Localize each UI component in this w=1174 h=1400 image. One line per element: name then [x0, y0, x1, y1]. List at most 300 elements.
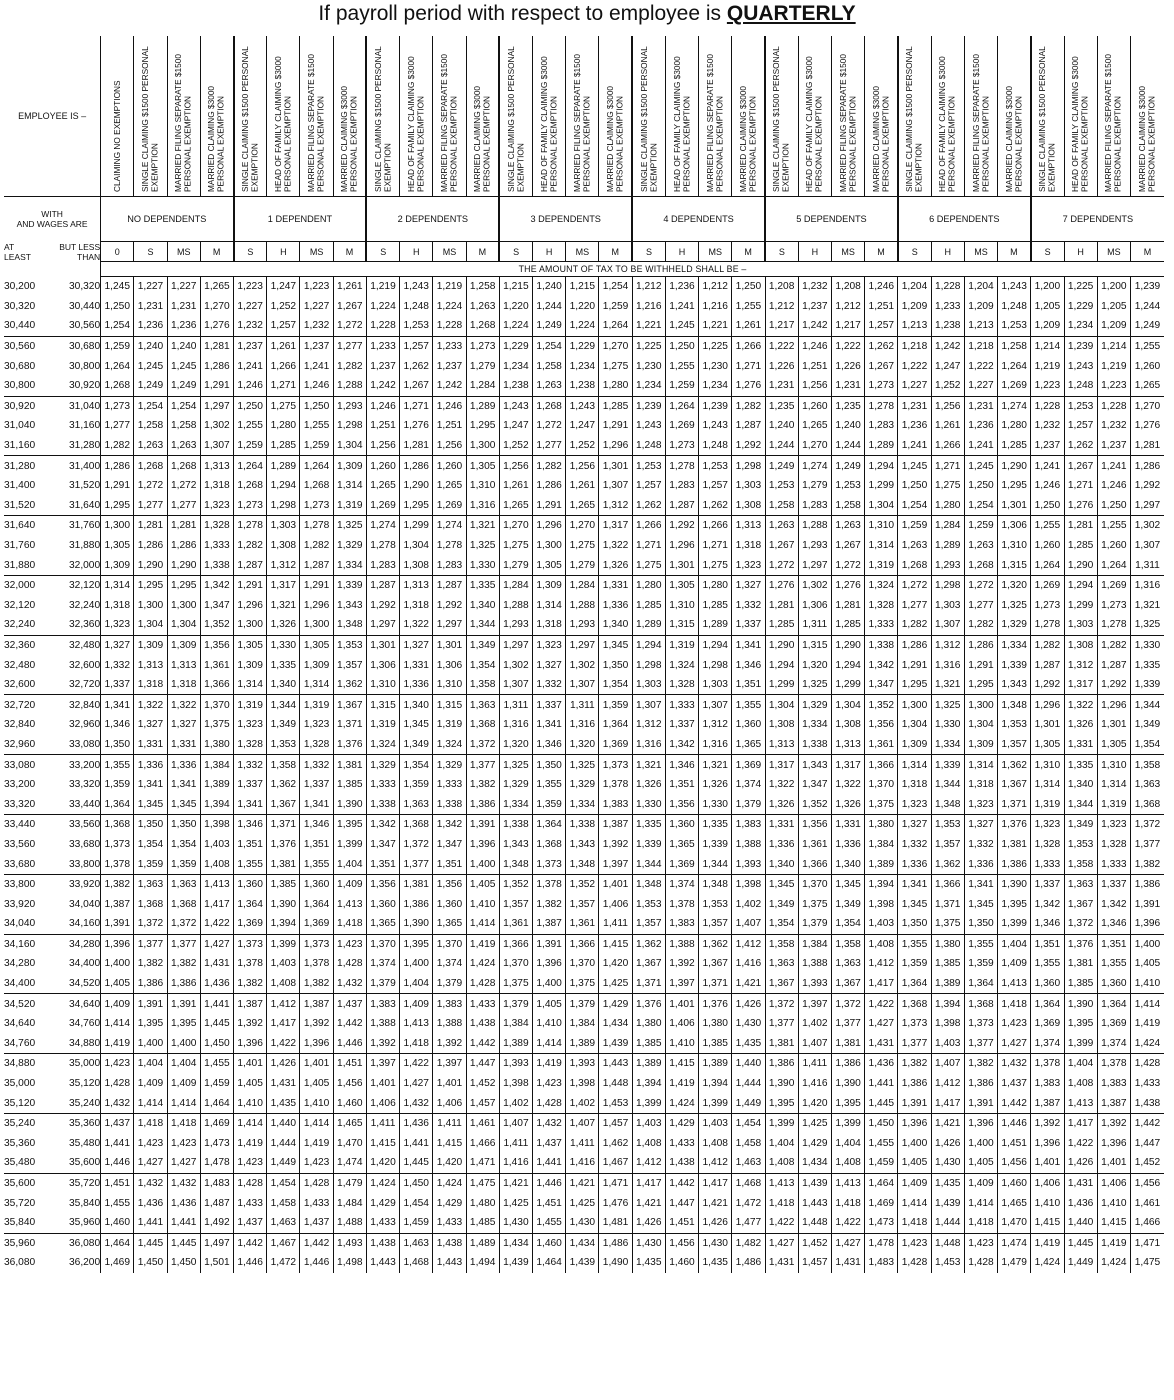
wage-less-than: 35,120 [68, 1078, 101, 1090]
tax-amount: 1,397 [798, 994, 831, 1014]
tax-amount: 1,396 [234, 1034, 267, 1054]
tax-amount: 1,425 [798, 1113, 831, 1133]
tax-amount: 1,419 [101, 1034, 134, 1054]
tax-amount: 1,239 [699, 396, 732, 416]
tax-amount: 1,403 [865, 914, 898, 934]
tax-amount: 1,362 [699, 934, 732, 954]
tax-amount: 1,243 [1064, 356, 1097, 376]
tax-amount: 1,330 [931, 715, 964, 735]
tax-amount: 1,413 [200, 874, 233, 894]
tax-amount: 1,388 [433, 1014, 466, 1034]
tax-amount: 1,390 [267, 894, 300, 914]
tax-amount: 1,398 [931, 1014, 964, 1034]
tax-amount: 1,343 [566, 835, 599, 855]
tax-amount: 1,399 [333, 835, 366, 855]
tax-amount: 1,442 [665, 1173, 698, 1193]
tax-amount: 1,435 [632, 1253, 665, 1273]
tax-amount: 1,352 [798, 794, 831, 814]
tax-amount: 1,295 [998, 476, 1031, 496]
tax-amount: 1,273 [665, 436, 698, 456]
column-header-text: MARRIED FILING SEPARATE $1500 PERSONAL EXEMPTION [1103, 53, 1123, 192]
tax-amount: 1,287 [433, 575, 466, 595]
tax-amount: 1,433 [1130, 1074, 1164, 1094]
tax-amount: 1,394 [200, 794, 233, 814]
tax-amount: 1,359 [898, 954, 931, 974]
tax-amount: 1,316 [931, 655, 964, 675]
tax-amount: 1,424 [665, 1093, 698, 1113]
tax-amount: 1,264 [234, 456, 267, 476]
tax-amount: 1,261 [732, 316, 765, 336]
tax-amount: 1,463 [267, 1213, 300, 1233]
tax-amount: 1,218 [898, 336, 931, 356]
tax-amount: 1,341 [101, 695, 134, 715]
tax-amount: 1,231 [831, 376, 864, 396]
tax-amount: 1,435 [732, 1034, 765, 1054]
tax-amount: 1,448 [931, 1233, 964, 1253]
tax-amount: 1,440 [1064, 1213, 1097, 1233]
tax-amount: 1,284 [931, 516, 964, 536]
tax-amount: 1,460 [665, 1253, 698, 1273]
tax-amount: 1,310 [998, 536, 1031, 556]
tax-amount: 1,390 [765, 1074, 798, 1094]
column-header [699, 36, 732, 197]
tax-amount: 1,346 [234, 815, 267, 835]
tax-amount: 1,266 [732, 336, 765, 356]
tax-amount: 1,236 [898, 416, 931, 436]
tax-amount: 1,333 [665, 695, 698, 715]
tax-amount: 1,313 [732, 516, 765, 536]
tax-amount: 1,367 [765, 974, 798, 994]
tax-amount: 1,411 [433, 1113, 466, 1133]
tax-amount: 1,408 [200, 854, 233, 874]
tax-amount: 1,249 [765, 456, 798, 476]
tax-amount: 1,237 [366, 356, 399, 376]
tax-amount: 1,321 [931, 675, 964, 695]
tax-amount: 1,340 [599, 615, 632, 635]
tax-amount: 1,235 [831, 396, 864, 416]
tax-amount: 1,324 [366, 735, 399, 755]
tax-amount: 1,322 [400, 615, 433, 635]
tax-amount: 1,351 [366, 854, 399, 874]
tax-amount: 1,214 [1097, 336, 1130, 356]
tax-amount: 1,258 [167, 416, 200, 436]
wage-at-least: 34,400 [4, 974, 52, 994]
tax-amount: 1,359 [167, 854, 200, 874]
tax-amount: 1,406 [665, 1014, 698, 1034]
tax-amount: 1,344 [699, 854, 732, 874]
tax-amount: 1,346 [665, 755, 698, 775]
tax-amount: 1,307 [1130, 536, 1164, 556]
tax-amount: 1,246 [433, 396, 466, 416]
column-header-text: MARRIED CLAIMING $3000 PERSONAL EXEMPTION [339, 85, 359, 192]
tax-amount: 1,450 [865, 1113, 898, 1133]
status-letter: H [665, 242, 698, 262]
tax-amount: 1,433 [466, 994, 499, 1014]
tax-amount: 1,463 [400, 1233, 433, 1253]
tax-amount: 1,385 [699, 1034, 732, 1054]
tax-amount: 1,306 [998, 516, 1031, 536]
dependents-group: 3 DEPENDENTS [499, 197, 632, 242]
tax-amount: 1,389 [699, 1054, 732, 1074]
tax-amount: 1,341 [134, 775, 167, 795]
column-header-text: HEAD OF FAMILY CLAIMING $3000 PERSONAL EXEMPTION [671, 56, 691, 192]
tax-amount: 1,326 [599, 555, 632, 575]
wage-less-than: 34,280 [68, 938, 101, 950]
tax-amount: 1,365 [732, 735, 765, 755]
tax-amount: 1,393 [732, 854, 765, 874]
tax-amount: 1,236 [134, 316, 167, 336]
tax-amount: 1,371 [632, 974, 665, 994]
wage-less-than: 35,000 [68, 1058, 101, 1070]
column-header-text: SINGLE CLAIMING $1500 PERSONAL EXEMPTION [771, 46, 791, 192]
tax-amount: 1,331 [831, 815, 864, 835]
tax-amount: 1,483 [200, 1173, 233, 1193]
wage-at-least: 32,360 [4, 639, 36, 651]
tax-amount: 1,392 [433, 1034, 466, 1054]
tax-amount: 1,383 [732, 815, 765, 835]
tax-amount: 1,252 [499, 436, 532, 456]
table-row [4, 794, 1164, 814]
tax-amount: 1,396 [1130, 914, 1164, 934]
tax-amount: 1,323 [1097, 815, 1130, 835]
tax-amount: 1,360 [433, 894, 466, 914]
tax-amount: 1,402 [798, 1014, 831, 1034]
tax-amount: 1,368 [167, 894, 200, 914]
tax-amount: 1,248 [400, 297, 433, 317]
tax-amount: 1,260 [1097, 536, 1130, 556]
tax-amount: 1,329 [499, 775, 532, 795]
tax-amount: 1,363 [1130, 775, 1164, 795]
tax-amount: 1,280 [931, 496, 964, 516]
tax-amount: 1,265 [499, 496, 532, 516]
tax-amount: 1,205 [1097, 297, 1130, 317]
tax-amount: 1,255 [1031, 516, 1064, 536]
tax-amount: 1,381 [831, 1034, 864, 1054]
tax-amount: 1,315 [998, 555, 1031, 575]
tax-amount: 1,373 [101, 835, 134, 855]
tax-amount: 1,236 [665, 277, 698, 297]
tax-amount: 1,269 [1031, 575, 1064, 595]
tax-amount: 1,286 [101, 456, 134, 476]
tax-amount: 1,366 [200, 675, 233, 695]
tax-amount: 1,349 [400, 735, 433, 755]
tax-amount: 1,354 [831, 914, 864, 934]
tax-amount: 1,361 [499, 914, 532, 934]
tax-amount: 1,339 [931, 755, 964, 775]
tax-amount: 1,426 [732, 994, 765, 1014]
table-row [4, 536, 1164, 556]
column-header-text: MARRIED FILING SEPARATE $1500 PERSONAL EXEMPTION [173, 53, 193, 192]
wage-less-than: 34,760 [68, 1018, 101, 1030]
tax-amount: 1,392 [300, 1014, 333, 1034]
tax-amount: 1,322 [134, 695, 167, 715]
tax-amount: 1,284 [499, 575, 532, 595]
tax-amount: 1,414 [134, 1093, 167, 1113]
tax-amount: 1,340 [400, 695, 433, 715]
tax-amount: 1,348 [333, 615, 366, 635]
tax-amount: 1,412 [632, 1153, 665, 1173]
tax-amount: 1,240 [533, 277, 566, 297]
tax-amount: 1,248 [998, 297, 1031, 317]
tax-amount: 1,414 [167, 1093, 200, 1113]
tax-amount: 1,355 [300, 854, 333, 874]
tax-amount: 1,408 [865, 934, 898, 954]
column-header-text: CLAIMING NO EXEMPTIONS [111, 80, 122, 192]
tax-amount: 1,282 [533, 456, 566, 476]
tax-amount: 1,371 [931, 894, 964, 914]
tax-amount: 1,310 [865, 516, 898, 536]
tax-amount: 1,265 [366, 476, 399, 496]
tax-amount: 1,468 [732, 1173, 765, 1193]
wage-less-than: 34,880 [52, 1034, 100, 1054]
tax-amount: 1,309 [167, 635, 200, 655]
tax-amount: 1,400 [1130, 934, 1164, 954]
wage-less-than: 31,400 [68, 460, 101, 472]
tax-amount: 1,226 [831, 356, 864, 376]
tax-amount: 1,409 [998, 954, 1031, 974]
tax-amount: 1,349 [1064, 815, 1097, 835]
tax-amount: 1,316 [1130, 575, 1164, 595]
tax-amount: 1,425 [499, 1193, 532, 1213]
tax-amount: 1,267 [333, 297, 366, 317]
tax-amount: 1,350 [167, 815, 200, 835]
tax-amount: 1,414 [300, 1113, 333, 1133]
tax-amount: 1,366 [931, 874, 964, 894]
tax-amount: 1,424 [1097, 1253, 1130, 1273]
tax-amount: 1,327 [167, 715, 200, 735]
tax-amount: 1,382 [1130, 854, 1164, 874]
tax-amount: 1,364 [234, 894, 267, 914]
status-letter: H [1064, 242, 1097, 262]
tax-amount: 1,421 [632, 1193, 665, 1213]
tax-amount: 1,289 [632, 615, 665, 635]
tax-amount: 1,329 [366, 755, 399, 775]
tax-amount: 1,400 [167, 1034, 200, 1054]
tax-amount: 1,364 [101, 794, 134, 814]
tax-amount: 1,390 [1064, 994, 1097, 1014]
tax-amount: 1,350 [134, 815, 167, 835]
tax-amount: 1,336 [134, 755, 167, 775]
tax-amount: 1,353 [699, 894, 732, 914]
tax-amount: 1,413 [400, 1014, 433, 1034]
status-letter: MS [1097, 242, 1130, 262]
tax-amount: 1,360 [665, 815, 698, 835]
tax-amount: 1,354 [1130, 735, 1164, 755]
tax-amount: 1,379 [366, 974, 399, 994]
tax-amount: 1,290 [998, 456, 1031, 476]
tax-amount: 1,245 [898, 456, 931, 476]
tax-amount: 1,307 [499, 675, 532, 695]
tax-amount: 1,386 [998, 854, 1031, 874]
tax-amount: 1,282 [1097, 635, 1130, 655]
column-header [798, 36, 831, 197]
tax-amount: 1,257 [865, 316, 898, 336]
tax-amount: 1,420 [366, 1153, 399, 1173]
tax-amount: 1,407 [798, 1034, 831, 1054]
wage-less-than: 35,960 [52, 1213, 100, 1233]
tax-amount: 1,359 [134, 854, 167, 874]
tax-amount: 1,259 [964, 516, 997, 536]
tax-amount: 1,450 [400, 1173, 433, 1193]
tax-amount: 1,298 [732, 456, 765, 476]
tax-amount: 1,263 [134, 436, 167, 456]
tax-amount: 1,331 [599, 575, 632, 595]
column-header-text: MARRIED CLAIMING $3000 PERSONAL EXEMPTION [472, 85, 492, 192]
tax-amount: 1,276 [1064, 496, 1097, 516]
tax-amount: 1,372 [1130, 815, 1164, 835]
tax-amount: 1,345 [765, 874, 798, 894]
tax-amount: 1,417 [699, 1173, 732, 1193]
tax-amount: 1,325 [931, 695, 964, 715]
wage-less-than: 31,520 [68, 480, 101, 492]
tax-amount: 1,455 [200, 1054, 233, 1074]
tax-amount: 1,310 [1031, 755, 1064, 775]
tax-amount: 1,227 [898, 376, 931, 396]
tax-amount: 1,318 [400, 596, 433, 616]
tax-amount: 1,314 [533, 596, 566, 616]
tax-amount: 1,245 [101, 277, 134, 297]
tax-amount: 1,310 [665, 596, 698, 616]
tax-amount: 1,285 [632, 596, 665, 616]
wage-at-least: 31,760 [4, 540, 36, 552]
tax-amount: 1,299 [1064, 596, 1097, 616]
tax-amount: 1,329 [566, 775, 599, 795]
status-letter: S [134, 242, 167, 262]
tax-amount: 1,412 [931, 1074, 964, 1094]
tax-amount: 1,380 [200, 735, 233, 755]
tax-amount: 1,286 [533, 476, 566, 496]
wage-less-than: 30,680 [68, 341, 101, 353]
tax-amount: 1,319 [433, 715, 466, 735]
tax-amount: 1,395 [831, 1093, 864, 1113]
tax-amount: 1,269 [366, 496, 399, 516]
tax-amount: 1,384 [499, 1014, 532, 1034]
tax-amount: 1,301 [599, 456, 632, 476]
column-header-text: HEAD OF FAMILY CLAIMING $3000 PERSONAL EXEMPTION [405, 56, 426, 192]
tax-amount: 1,219 [366, 277, 399, 297]
tax-amount: 1,311 [798, 615, 831, 635]
tax-amount: 1,429 [798, 1134, 831, 1154]
tax-amount: 1,358 [1064, 854, 1097, 874]
tax-amount: 1,321 [632, 755, 665, 775]
tax-amount: 1,501 [200, 1253, 233, 1273]
tax-amount: 1,411 [599, 914, 632, 934]
tax-amount: 1,325 [798, 675, 831, 695]
tax-amount: 1,372 [167, 914, 200, 934]
tax-amount: 1,334 [998, 635, 1031, 655]
tax-amount: 1,304 [167, 615, 200, 635]
tax-amount: 1,303 [699, 675, 732, 695]
tax-amount: 1,320 [566, 735, 599, 755]
tax-amount: 1,396 [898, 1113, 931, 1133]
tax-amount: 1,403 [200, 835, 233, 855]
tax-amount: 1,404 [831, 1134, 864, 1154]
tax-amount: 1,378 [533, 874, 566, 894]
table-row [4, 1054, 1164, 1074]
column-header-text: HEAD OF FAMILY CLAIMING $3000 PERSONAL EXEMPTION [538, 56, 559, 192]
tax-amount: 1,329 [998, 615, 1031, 635]
tax-amount: 1,214 [1031, 336, 1064, 356]
tax-amount: 1,320 [499, 735, 532, 755]
tax-amount: 1,432 [333, 974, 366, 994]
tax-amount: 1,409 [134, 1074, 167, 1094]
tax-amount: 1,386 [167, 974, 200, 994]
tax-amount: 1,312 [699, 715, 732, 735]
tax-amount: 1,295 [964, 675, 997, 695]
tax-amount: 1,272 [167, 476, 200, 496]
tax-amount: 1,290 [765, 635, 798, 655]
tax-amount: 1,268 [101, 376, 134, 396]
tax-amount: 1,405 [234, 1074, 267, 1094]
tax-amount: 1,308 [400, 555, 433, 575]
tax-amount: 1,292 [665, 516, 698, 536]
tax-amount: 1,358 [466, 675, 499, 695]
wage-at-least: 32,840 [4, 719, 36, 731]
wage-less-than: 30,920 [52, 376, 100, 396]
tax-amount: 1,209 [1097, 316, 1130, 336]
tax-amount: 1,313 [400, 575, 433, 595]
tax-amount: 1,253 [632, 456, 665, 476]
tax-amount: 1,293 [798, 536, 831, 556]
tax-amount: 1,397 [433, 1054, 466, 1074]
tax-amount: 1,244 [533, 297, 566, 317]
tax-amount: 1,395 [765, 1093, 798, 1113]
tax-amount: 1,446 [300, 1253, 333, 1273]
tax-amount: 1,394 [632, 1074, 665, 1094]
status-letter: H [931, 242, 964, 262]
tax-amount: 1,227 [964, 376, 997, 396]
tax-amount: 1,399 [998, 914, 1031, 934]
tax-amount: 1,407 [566, 1113, 599, 1133]
tax-amount: 1,257 [400, 336, 433, 356]
table-row [4, 356, 1164, 376]
tax-amount: 1,395 [134, 1014, 167, 1034]
wage-less-than: 30,320 [68, 281, 101, 293]
tax-amount: 1,364 [1031, 994, 1064, 1014]
tax-amount: 1,391 [167, 994, 200, 1014]
column-header [665, 36, 698, 197]
tax-amount: 1,291 [200, 376, 233, 396]
tax-amount: 1,380 [699, 1014, 732, 1034]
tax-amount: 1,401 [366, 1074, 399, 1094]
tax-amount: 1,257 [267, 316, 300, 336]
tax-amount: 1,332 [898, 835, 931, 855]
tax-amount: 1,308 [765, 715, 798, 735]
status-letter: MS [167, 242, 200, 262]
column-header [267, 36, 300, 197]
tax-amount: 1,349 [831, 894, 864, 914]
tax-amount: 1,451 [665, 1213, 698, 1233]
tax-amount: 1,259 [665, 376, 698, 396]
tax-amount: 1,353 [333, 635, 366, 655]
tax-amount: 1,437 [234, 1213, 267, 1233]
tax-amount: 1,234 [566, 356, 599, 376]
tax-amount: 1,434 [499, 1233, 532, 1253]
tax-amount: 1,361 [865, 735, 898, 755]
tax-amount: 1,387 [599, 815, 632, 835]
tax-amount: 1,242 [931, 336, 964, 356]
tax-amount: 1,234 [699, 376, 732, 396]
tax-amount: 1,314 [101, 575, 134, 595]
tax-amount: 1,232 [234, 316, 267, 336]
tax-amount: 1,363 [134, 874, 167, 894]
tax-amount: 1,410 [466, 894, 499, 914]
tax-amount: 1,271 [1064, 476, 1097, 496]
tax-amount: 1,359 [964, 954, 997, 974]
tax-amount: 1,450 [134, 1253, 167, 1273]
tax-amount: 1,283 [366, 555, 399, 575]
tax-amount: 1,411 [566, 1134, 599, 1154]
